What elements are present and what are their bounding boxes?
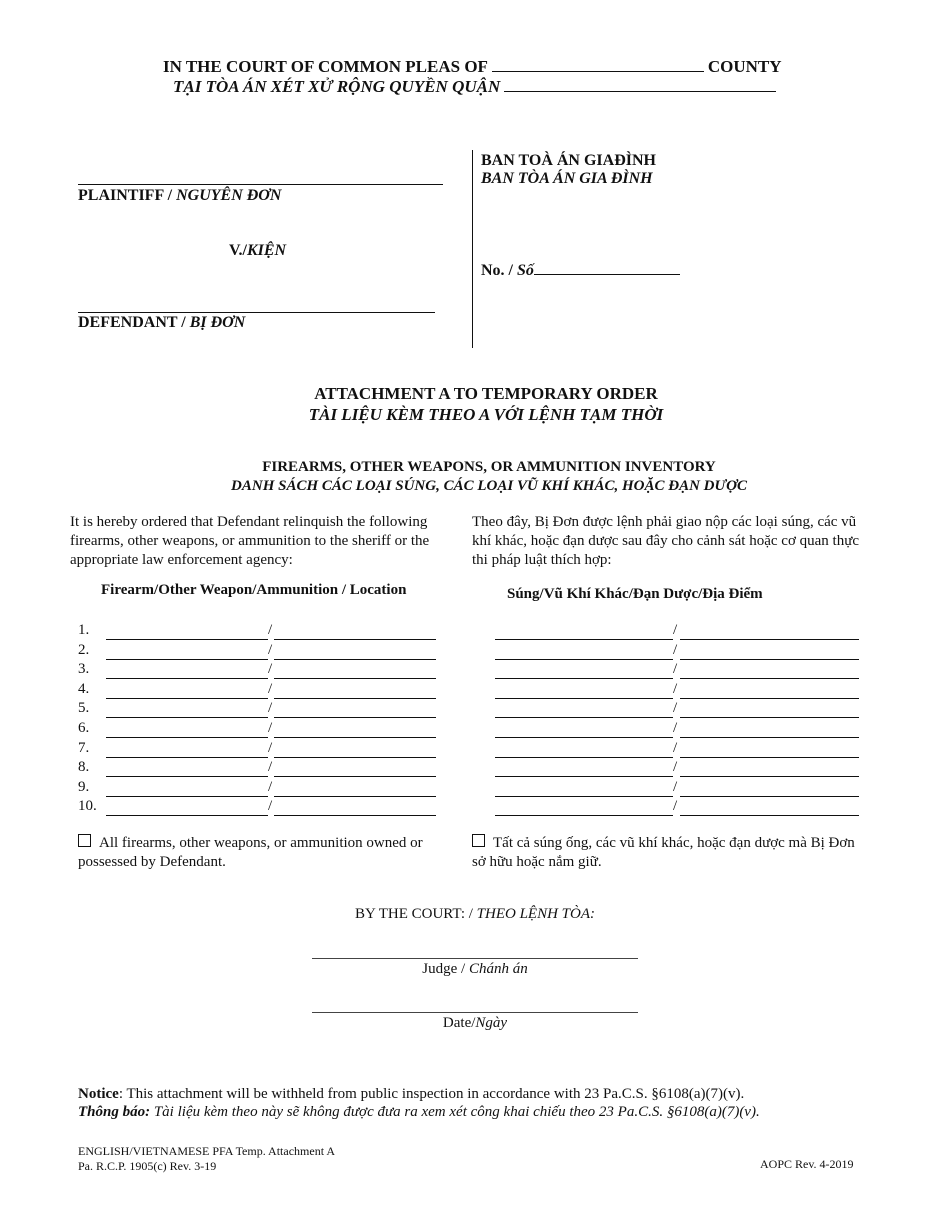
county-label: COUNTY	[707, 57, 782, 76]
item-separator: /	[268, 622, 273, 638]
by-the-court: BY THE COURT: / THEO LỆNH TÒA:	[354, 906, 596, 922]
inventory-title-vi: DANH SÁCH CÁC LOẠI SÚNG, CÁC LOẠI VŨ KHÍ KHÁC, HOẶC ĐẠN DƯỢC	[231, 478, 747, 494]
item-field[interactable]	[106, 717, 268, 718]
item-separator: /	[268, 759, 273, 776]
court-label-vi: TẠI TÒA ÁN XÉT XỬ RỘNG QUYỀN QUẬN	[173, 77, 501, 96]
inventory-column-header-vi: Súng/Vũ Khí Khác/Đạn Dược/Địa Điểm	[507, 586, 763, 602]
docket-number: No. / Số	[481, 260, 680, 281]
item-separator-vi: /	[673, 700, 678, 717]
plaintiff-label: PLAINTIFF / NGUYÊN ĐƠN	[78, 187, 282, 204]
location-field-vi[interactable]	[680, 698, 859, 699]
item-field-vi[interactable]	[495, 698, 673, 699]
item-separator-vi: /	[673, 739, 678, 756]
county-field-vi[interactable]	[504, 77, 776, 92]
location-field[interactable]	[274, 737, 436, 738]
inventory-row-number: 10.	[78, 798, 97, 815]
form-rule: Pa. R.C.P. 1905(c) Rev. 3-19	[78, 1159, 217, 1173]
inventory-row-number: 1.	[78, 622, 90, 638]
location-field-vi[interactable]	[680, 639, 859, 640]
versus-label: V./KIỆN	[229, 242, 287, 259]
item-field[interactable]	[106, 776, 268, 777]
order-text-vi: Theo đây, Bị Đơn được lệnh phải giao nộp các loại súng, các vũ khí khác, hoặc đạn dược sau đây cho cảnh sát hoặc cơ quan thực thi pháp luật thích hợp:	[472, 514, 859, 568]
date-signature-line[interactable]	[312, 1012, 638, 1013]
inventory-row-number: 5.	[78, 700, 90, 717]
item-separator: /	[268, 778, 273, 795]
item-field-vi[interactable]	[495, 639, 673, 640]
judge-signature-line[interactable]	[312, 958, 638, 959]
notice-vi: Thông báo: Tài liệu kèm theo này sẽ không được đưa ra xem xét công khai chiếu theo 23 Pa.C.S. §6108(a)(7)(v).	[78, 1104, 760, 1120]
location-field-vi[interactable]	[680, 659, 859, 660]
inventory-title: FIREARMS, OTHER WEAPONS, OR AMMUNITION INVENTORY	[262, 459, 716, 475]
item-field[interactable]	[106, 698, 268, 699]
location-field[interactable]	[274, 815, 436, 816]
division-label-vi: BAN TÒA ÁN GIA ĐÌNH	[481, 170, 653, 187]
item-separator: /	[268, 680, 273, 697]
location-field-vi[interactable]	[680, 796, 859, 797]
location-field-vi[interactable]	[680, 757, 859, 758]
plaintiff-line[interactable]	[78, 184, 443, 185]
defendant-label: DEFENDANT / BỊ ĐƠN	[78, 314, 246, 331]
all-items-label-vi: Tất cả súng ống, các vũ khí khác, hoặc đạn dược mà Bị Đơn sở hữu hoặc nắm giữ.	[472, 835, 855, 870]
item-field-vi[interactable]	[495, 815, 673, 816]
form-revision: AOPC Rev. 4-2019	[760, 1157, 854, 1171]
item-field[interactable]	[106, 796, 268, 797]
item-separator-vi: /	[673, 680, 678, 697]
location-field-vi[interactable]	[680, 776, 859, 777]
location-field[interactable]	[274, 698, 436, 699]
item-field-vi[interactable]	[495, 717, 673, 718]
date-label: Date/Ngày	[442, 1015, 508, 1031]
location-field[interactable]	[274, 757, 436, 758]
item-separator-vi: /	[673, 798, 678, 815]
location-field-vi[interactable]	[680, 678, 859, 679]
all-items-option-vi[interactable]	[472, 834, 857, 872]
item-field[interactable]	[106, 659, 268, 660]
item-separator: /	[268, 661, 273, 678]
item-separator: /	[268, 720, 273, 736]
inventory-row-number: 7.	[78, 739, 90, 756]
item-separator: /	[268, 798, 273, 815]
item-field[interactable]	[106, 737, 268, 738]
item-field-vi[interactable]	[495, 659, 673, 660]
item-separator: /	[268, 700, 273, 717]
judge-label: Judge / Chánh án	[422, 961, 528, 977]
location-field[interactable]	[274, 659, 436, 660]
form-footer	[78, 1144, 335, 1174]
location-field[interactable]	[274, 717, 436, 718]
location-field-vi[interactable]	[680, 815, 859, 816]
court-header	[163, 57, 781, 77]
item-separator: /	[268, 739, 273, 756]
inventory-row-number: 4.	[78, 680, 90, 697]
item-separator-vi: /	[673, 720, 678, 736]
order-text: It is hereby ordered that Defendant relinquish the following firearms, other weapons, or ammunition to the sheriff or the appropriate law enforcement agency:	[70, 514, 430, 568]
document-title-vi: TÀI LIỆU KÈM THEO A VỚI LỆNH TẠM THỜI	[308, 405, 664, 424]
all-items-checkbox-vi[interactable]	[472, 834, 485, 847]
location-field-vi[interactable]	[680, 717, 859, 718]
document-title: ATTACHMENT A TO TEMPORARY ORDER	[314, 384, 658, 403]
inventory-row-number: 9.	[78, 778, 90, 795]
court-header-vi	[173, 77, 776, 97]
item-separator-vi: /	[673, 778, 678, 795]
location-field[interactable]	[274, 796, 436, 797]
item-field-vi[interactable]	[495, 737, 673, 738]
item-field-vi[interactable]	[495, 776, 673, 777]
division-label: BAN TOÀ ÁN GIAĐÌNH	[481, 152, 656, 169]
all-items-label: All firearms, other weapons, or ammunition owned or possessed by Defendant.	[78, 835, 423, 870]
inventory-row-number: 8.	[78, 759, 90, 776]
form-name: ENGLISH/VIETNAMESE PFA Temp. Attachment A	[78, 1144, 336, 1158]
item-field-vi[interactable]	[495, 796, 673, 797]
all-items-checkbox[interactable]	[78, 834, 91, 847]
item-field[interactable]	[106, 757, 268, 758]
location-field[interactable]	[274, 678, 436, 679]
location-field-vi[interactable]	[680, 737, 859, 738]
item-field-vi[interactable]	[495, 757, 673, 758]
notice: Notice: This attachment will be withheld from public inspection in accordance with 23 Pa.C.S. §6108(a)(7)(v).	[78, 1086, 745, 1102]
caption-divider	[472, 150, 473, 348]
docket-number-field[interactable]	[534, 260, 680, 275]
all-items-option[interactable]	[78, 834, 448, 872]
county-field[interactable]	[492, 57, 704, 72]
item-separator: /	[268, 641, 273, 658]
item-field[interactable]	[106, 815, 268, 816]
inventory-row-number: 2.	[78, 641, 90, 658]
item-field[interactable]	[106, 639, 268, 640]
inventory-column-header: Firearm/Other Weapon/Ammunition / Location	[101, 582, 407, 598]
inventory-row-number: 3.	[78, 661, 90, 678]
location-field[interactable]	[274, 776, 436, 777]
item-separator-vi: /	[673, 641, 678, 658]
item-field[interactable]	[106, 678, 268, 679]
item-separator-vi: /	[673, 759, 678, 776]
item-separator-vi: /	[673, 622, 678, 638]
item-separator-vi: /	[673, 661, 678, 678]
court-label: IN THE COURT OF COMMON PLEAS OF	[163, 57, 488, 76]
item-field-vi[interactable]	[495, 678, 673, 679]
inventory-row-number: 6.	[78, 720, 90, 736]
location-field[interactable]	[274, 639, 436, 640]
